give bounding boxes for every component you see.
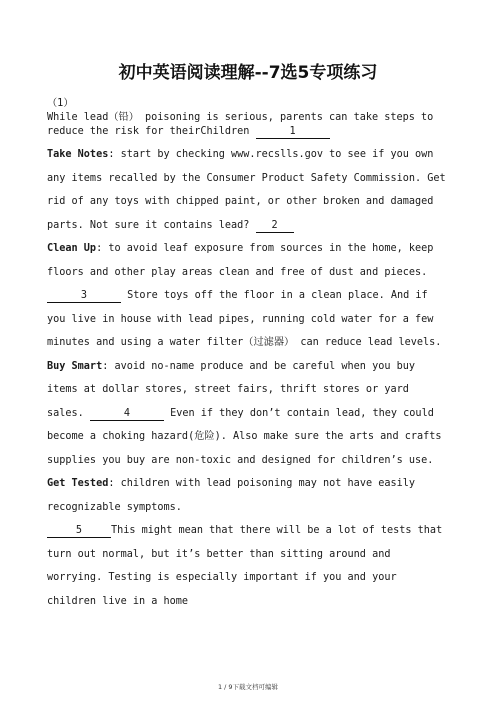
get-tested-paragraph — [47, 472, 449, 519]
blank-3: 3 — [47, 289, 121, 303]
get-tested-after-text: This might mean that there will be a lot of tests that turn out normal, but it’s better than sitting around and worrying. Testing is especially important if you and your children live in a home — [47, 525, 443, 607]
take-notes-paragraph — [47, 143, 449, 237]
clean-up-text: : to avoid leaf exposure from sources in the home, keep floors and other play areas clean and free of dust and pieces. — [47, 243, 434, 278]
intro-text: While lead（铅） poisoning is serious, parents can take steps to reduce the risk for theirChildren — [47, 112, 434, 137]
get-tested-heading: Get Tested — [47, 478, 109, 489]
take-notes-heading: Take Notes — [47, 149, 109, 160]
document-body — [47, 97, 449, 613]
section-label: （1） — [47, 98, 74, 109]
blank-4: 4 — [90, 407, 164, 421]
get-tested-text: : children with lead poisoning may not have easily recognizable symptoms. — [47, 478, 416, 513]
buy-smart-paragraph — [47, 355, 449, 473]
blank-5: 5 — [47, 524, 111, 538]
buy-smart-after-text: Even if they don’t contain lead, they could become a choking hazard(危险). Also make sure the arts and crafts supplies you buy are non-toxic and designed for children’s use. — [47, 407, 442, 466]
clean-up-after-text: Store toys off the floor in a clean place. And if you live in house with lead pipes, running cold water for a few minutes and using a water filter（过滤器） can reduce lead levels. — [47, 290, 442, 348]
blank-1: 1 — [256, 125, 330, 139]
clean-up-paragraph — [47, 237, 449, 355]
take-notes-text: : start by checking www.recslls.gov to see if you own any items recalled by the Consumer Product Safety Commission. Get rid of any toys with chipped paint, or other broken and damaged parts. Not sure it contains lead? — [47, 149, 446, 231]
page-footer: 1 / 9下载文档可编辑 — [217, 683, 279, 691]
blank-2: 2 — [256, 219, 294, 233]
buy-smart-text: : avoid no-name produce and be careful when you buy items at dollar stores, street fairs, thrift stores or yard sales. — [47, 360, 416, 419]
buy-smart-heading: Buy Smart — [47, 360, 103, 372]
get-tested-continuation — [47, 519, 449, 613]
page-title: 初中英语阅读理解--7选5专项练习 — [118, 63, 378, 83]
intro-paragraph — [47, 111, 449, 139]
clean-up-heading: Clean Up — [47, 243, 97, 254]
